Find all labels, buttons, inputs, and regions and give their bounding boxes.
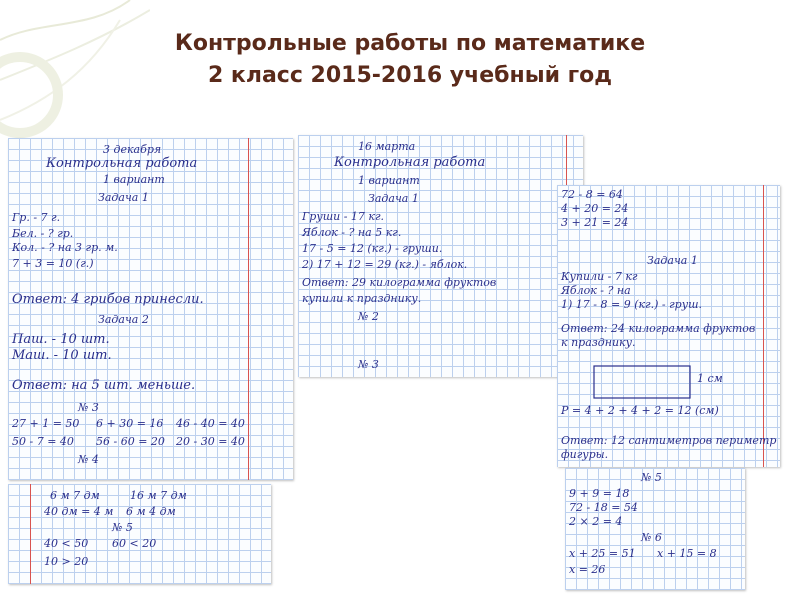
handwritten-line: x + 15 = 8 — [657, 547, 717, 560]
handwritten-line: 16 марта — [358, 140, 416, 153]
margin-line — [763, 185, 764, 467]
notebook-page-test-december — [8, 138, 293, 480]
margin-line — [248, 138, 249, 480]
handwritten-line: № 3 — [358, 358, 379, 371]
handwritten-line: 50 - 7 = 40 — [12, 435, 74, 448]
handwritten-line: 46 - 40 = 40 — [176, 417, 245, 430]
handwritten-line: № 5 — [112, 521, 133, 534]
handwritten-line: Яблок - ? на — [561, 284, 631, 297]
handwritten-line: Гр. - 7 г. — [12, 211, 61, 224]
handwritten-line: Задача 1 — [647, 254, 698, 267]
handwritten-line: 72 - 18 = 54 — [569, 501, 638, 514]
notebook-page-fragment-right — [565, 468, 745, 590]
handwritten-line: Яблок - ? на 5 кг. — [302, 226, 402, 239]
handwritten-line: Маш. - 10 шт. — [12, 348, 112, 363]
handwritten-line: 1 вариант — [358, 174, 420, 187]
handwritten-line: 1 см — [697, 372, 723, 385]
handwritten-line: Бел. - ? гр. — [12, 227, 74, 240]
handwritten-line: 40 < 50 — [44, 537, 89, 550]
handwritten-line: 20 - 30 = 40 — [176, 435, 245, 448]
handwritten-line: 3 + 21 = 24 — [561, 216, 629, 229]
handwritten-line: 10 > 20 — [44, 555, 89, 568]
handwritten-line: 6 + 30 = 16 — [96, 417, 164, 430]
handwritten-line: 2) 17 + 12 = 29 (кг.) - яблок. — [302, 258, 468, 271]
handwritten-line: x + 25 = 51 — [569, 547, 636, 560]
handwritten-line: № 3 — [78, 401, 99, 414]
notebook-page-test-march — [298, 135, 583, 377]
handwritten-line: Задача 2 — [98, 313, 149, 326]
handwritten-line: купили к празднику. — [302, 292, 422, 305]
handwritten-line: Кол. - ? на 3 гр. м. — [12, 241, 118, 254]
handwritten-line: Ответ: 29 килограмма фруктов — [302, 276, 497, 289]
handwritten-line: № 6 — [641, 531, 662, 544]
handwritten-line: Контрольная работа — [46, 156, 198, 171]
handwritten-line: 2 × 2 = 4 — [569, 515, 623, 528]
rectangle-drawing — [593, 365, 693, 401]
handwritten-line: № 5 — [641, 471, 662, 484]
title-line-1: Контрольные работы по математике — [174, 31, 646, 56]
handwritten-line: 6 м 4 дм — [126, 505, 176, 518]
handwritten-line: фигуры. — [561, 448, 609, 461]
handwritten-line: 3 декабря — [103, 143, 162, 156]
handwritten-line: 4 + 20 = 24 — [561, 202, 629, 215]
handwritten-line: Задача 1 — [98, 191, 149, 204]
handwritten-line: 72 - 8 = 64 — [561, 188, 623, 201]
handwritten-line: 9 + 9 = 18 — [569, 487, 630, 500]
handwritten-line: 16 м 7 дм — [130, 489, 187, 502]
handwritten-line: № 2 — [358, 310, 379, 323]
notebook-page-test-third — [557, 185, 780, 467]
handwritten-line: № 4 — [78, 453, 99, 466]
handwritten-line: 1 вариант — [103, 173, 165, 186]
handwritten-line: к празднику. — [561, 336, 636, 349]
notebook-page-fragment-left — [8, 484, 271, 584]
title-line-2: 2 класс 2015-2016 учебный год — [207, 63, 613, 88]
handwritten-line: 7 + 3 = 10 (г.) — [12, 257, 94, 270]
handwritten-line: Ответ: 12 сантиметров периметр — [561, 434, 777, 447]
handwritten-line: Паш. - 10 шт. — [12, 332, 110, 347]
handwritten-line: P = 4 + 2 + 4 + 2 = 12 (см) — [561, 404, 719, 417]
handwritten-line: 56 - 60 = 20 — [96, 435, 165, 448]
handwritten-line: Задача 1 — [368, 192, 419, 205]
handwritten-line: 6 м 7 дм — [50, 489, 100, 502]
handwritten-line: 17 - 5 = 12 (кг.) - груши. — [302, 242, 443, 255]
handwritten-line: Ответ: 4 грибов принесли. — [12, 292, 204, 307]
handwritten-line: Ответ: на 5 шт. меньше. — [12, 378, 196, 393]
handwritten-line: Груши - 17 кг. — [302, 210, 385, 223]
handwritten-line: Контрольная работа — [334, 155, 486, 170]
page-title — [110, 28, 710, 92]
handwritten-line: 40 дм = 4 м — [44, 505, 114, 518]
handwritten-line: 27 + 1 = 50 — [12, 417, 80, 430]
handwritten-line: Купили - 7 кг — [561, 270, 638, 283]
margin-line — [30, 484, 31, 584]
handwritten-line: Ответ: 24 килограмма фруктов — [561, 322, 756, 335]
handwritten-line: 60 < 20 — [112, 537, 157, 550]
handwritten-line: 1) 17 - 8 = 9 (кг.) - груш. — [561, 298, 703, 311]
handwritten-line: x = 26 — [569, 563, 606, 576]
